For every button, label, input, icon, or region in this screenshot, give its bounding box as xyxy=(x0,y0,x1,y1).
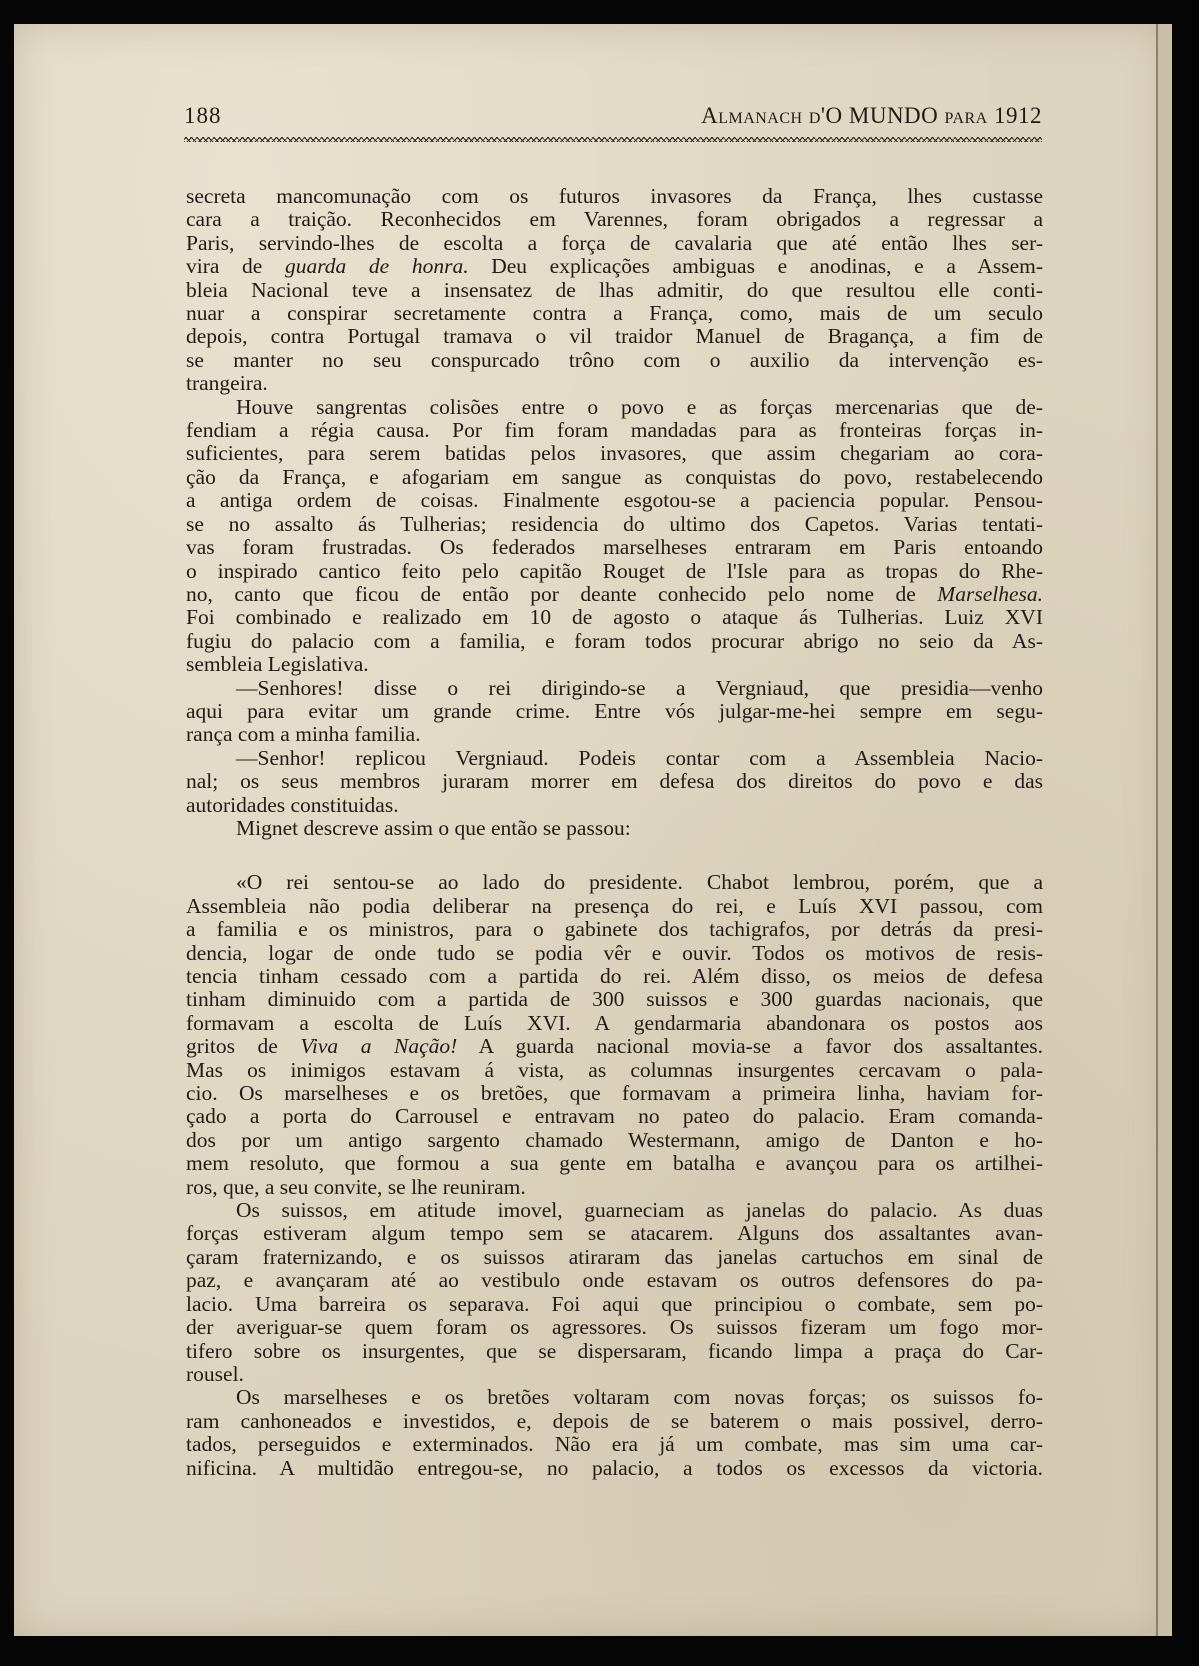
text-line: nuar a conspirar secretamente contra a França, como, mais de um seculo xyxy=(186,301,1043,326)
text-line: çaram fraternizando, e os suissos atiraram das janelas cartuchos em sinal de xyxy=(186,1244,1043,1269)
text-fragment: Deu explicações ambiguas e anodinas, e a Assem- xyxy=(491,254,1043,279)
text-line: paz, e avançaram até ao vestibulo onde estavam os outros defensores do pa- xyxy=(186,1268,1043,1293)
page-edge xyxy=(1156,24,1172,1636)
italic-phrase: Marselhesa. xyxy=(937,581,1043,606)
text-line: fugiu do palacio com a familia, e foram todos procurar abrigo no seio da As- xyxy=(186,628,1043,653)
text-line: tinham diminuido com a partida de 300 suissos e 300 guardas nacionais, que xyxy=(186,987,1043,1012)
text-line: ros, que, a seu convite, se lhe reuniram. xyxy=(186,1174,526,1199)
text-line: —Senhores! disse o rei dirigindo-se a Vergniaud, que presidia—venho xyxy=(236,675,1043,700)
text-line: Mignet descreve assim o que então se passou: xyxy=(236,815,631,840)
text-line: se manter no seu conspurcado trôno com o auxilio da intervenção es- xyxy=(186,347,1043,372)
text-line: se no assalto ás Tulherias; residencia do ultimo dos Capetos. Varias tentati- xyxy=(186,511,1043,536)
text-line: fendiam a régia causa. Por fim foram mandadas para as fronteiras forças in- xyxy=(186,418,1043,443)
page-body-text xyxy=(186,185,1043,1480)
quotation-paragraph-1 xyxy=(186,871,1043,1199)
running-header xyxy=(184,103,1042,133)
text-line: o inspirado cantico feito pelo capitão Rouget de l'Isle para as tropas do Rhe- xyxy=(186,558,1043,583)
text-line: Os suissos, em atitude imovel, guarneciam as janelas do palacio. As duas xyxy=(236,1198,1043,1223)
italic-phrase: Viva a Nação! xyxy=(300,1034,458,1059)
page-number: 188 xyxy=(184,103,222,128)
text-line: Os marselheses e os bretões voltaram com novas forças; os suissos fo- xyxy=(236,1385,1043,1410)
italic-phrase: guarda de honra. xyxy=(284,254,469,279)
quotation-paragraph-3 xyxy=(186,1386,1043,1480)
text-line: Assembleia não podia deliberar na presença do rei, e Luís XVI passou, com xyxy=(186,893,1043,918)
paragraph-3-dialogue xyxy=(186,677,1043,747)
text-line xyxy=(186,583,1043,606)
text-line: sembleia Legislativa. xyxy=(186,652,369,677)
text-line: der averiguar-se quem foram os agressores. Os suissos fizeram um fogo mor- xyxy=(186,1315,1043,1340)
text-fragment: gritos de xyxy=(186,1034,278,1059)
text-line: tifero sobre os insurgentes, que se dispersaram, ficando limpa a praça do Car- xyxy=(186,1338,1043,1363)
text-fragment: no, canto que ficou de então por deante conhecido pelo nome de xyxy=(186,581,916,606)
text-line: Foi combinado e realizado em 10 de agosto o ataque ás Tulherias. Luiz XVI xyxy=(186,605,1043,630)
running-title: Almanach d'O MUNDO para 1912 xyxy=(701,103,1042,128)
text-line: secreta mancomunação com os futuros invasores da França, lhes custasse xyxy=(186,184,1043,208)
text-fragment: vira de xyxy=(186,254,263,279)
text-line: formavam a escolta de Luís XVI. A gendarmaria abandonara os postos aos xyxy=(186,1010,1043,1035)
text-line: tados, perseguidos e exterminados. Não era já um combate, mas sim uma car- xyxy=(186,1432,1043,1457)
text-line: Paris, servindo-lhes de escolta a força de cavalaria que até então lhes ser- xyxy=(186,230,1043,255)
text-line: nal; os seus membros juraram morrer em defesa dos direitos do povo e das xyxy=(186,769,1043,794)
text-line: tencia tinham cessado com a partida do rei. Além disso, os meios de defesa xyxy=(186,964,1043,988)
text-line: ção da França, e afogariam em sangue as conquistas do povo, restabelecendo xyxy=(186,464,1043,489)
text-line: depois, contra Portugal tramava o vil traidor Manuel de Bragança, a fim de xyxy=(186,324,1043,349)
section-gap xyxy=(186,840,1043,871)
text-line: mem resoluto, que formou a sua gente em batalha e avançou para os artilhei- xyxy=(186,1151,1043,1176)
text-line: Mas os inimigos estavam á vista, as columnas insurgentes cercavam o pala- xyxy=(186,1057,1043,1082)
paragraph-5 xyxy=(186,817,1043,840)
text-line: cio. Os marselheses e os bretões, que formavam a primeira linha, haviam for- xyxy=(186,1081,1043,1106)
text-line: «O rei sentou-se ao lado do presidente. Chabot lembrou, porém, que a xyxy=(236,870,1043,895)
paragraph-1 xyxy=(186,185,1043,396)
header-ornamental-rule xyxy=(184,137,1042,142)
text-line: autoridades constituidas. xyxy=(186,792,399,817)
text-line: bleia Nacional teve a insensatez de lhas admitir, do que resultou elle conti- xyxy=(186,277,1043,302)
text-line: dos por um antigo sargento chamado Westermann, amigo de Danton e ho- xyxy=(186,1127,1043,1152)
text-line: cara a traição. Reconhecidos em Varennes, foram obrigados a regressar a xyxy=(186,207,1043,232)
text-line: —Senhor! replicou Vergniaud. Podeis contar com a Assembleia Nacio- xyxy=(236,745,1043,770)
text-line: a antiga ordem de coisas. Finalmente esgotou-se a paciencia popular. Pensou- xyxy=(186,488,1043,513)
text-line xyxy=(186,1035,1043,1058)
text-line: rousel. xyxy=(186,1361,244,1386)
text-line: vas foram frustradas. Os federados marselheses entraram em Paris entoando xyxy=(186,535,1043,560)
text-line: suficientes, para serem batidas pelos invasores, que assim chegariam ao cora- xyxy=(186,441,1043,466)
text-line: Houve sangrentas colisões entre o povo e as forças mercenarias que de- xyxy=(236,394,1043,419)
text-fragment: A guarda nacional movia-se a favor dos assaltantes. xyxy=(478,1034,1043,1059)
quotation-paragraph-2 xyxy=(186,1199,1043,1386)
text-line: a familia e os ministros, para o gabinete dos tachigrafos, por detrás da presi- xyxy=(186,917,1043,942)
text-line xyxy=(186,255,1043,278)
text-line: çado a porta do Carrousel e entravam no pateo do palacio. Eram comanda- xyxy=(186,1104,1043,1129)
text-line: dencia, logar de onde tudo se podia vêr e ouvir. Todos os motivos de resis- xyxy=(186,940,1043,965)
text-line: nificina. A multidão entregou-se, no palacio, a todos os excessos da victoria. xyxy=(186,1455,1043,1480)
text-line: forças estiveram algum tempo sem se atacarem. Alguns dos assaltantes avan- xyxy=(186,1221,1043,1246)
text-line: rança com a minha familia. xyxy=(186,722,421,747)
text-line: ram canhoneados e investidos, e, depois de se baterem o mais possivel, derro- xyxy=(186,1408,1043,1433)
text-line: aqui para evitar um grande crime. Entre vós julgar-me-hei sempre em segu- xyxy=(186,698,1043,723)
paragraph-2 xyxy=(186,396,1043,677)
text-line: lacio. Uma barreira os separava. Foi aqui que principiou o combate, sem po- xyxy=(186,1291,1043,1316)
text-line: trangeira. xyxy=(186,371,268,396)
paragraph-4-dialogue xyxy=(186,747,1043,817)
